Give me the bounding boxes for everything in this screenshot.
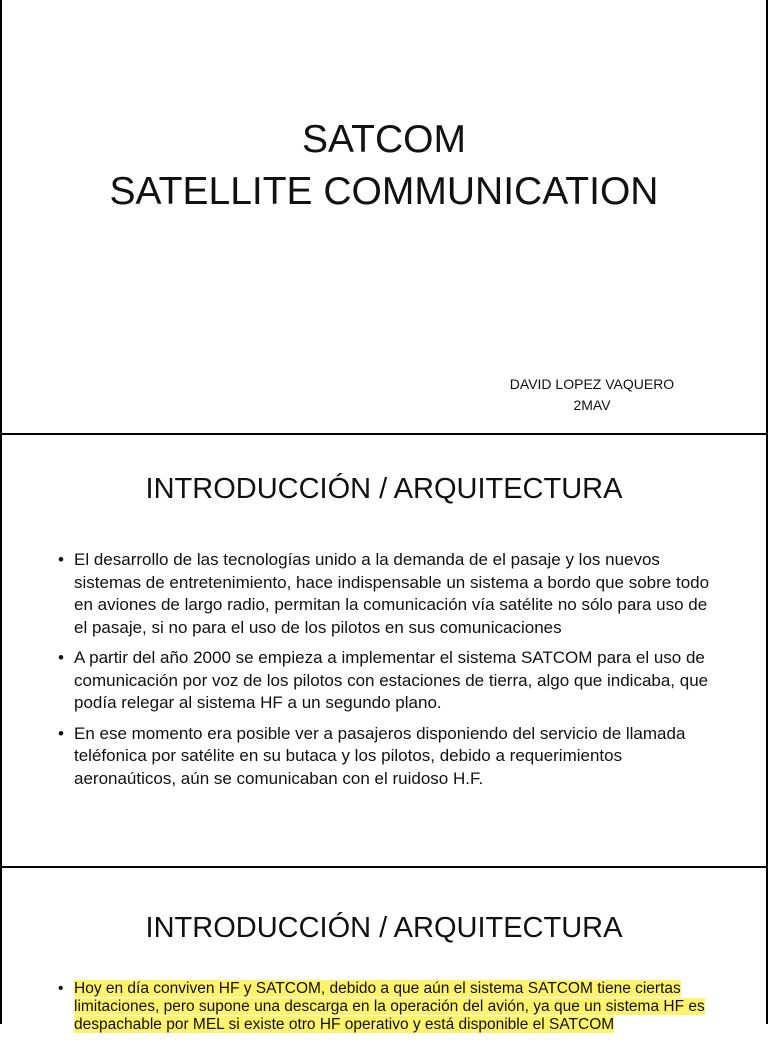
slide-title bbox=[0, 0, 768, 433]
list-item bbox=[58, 647, 718, 715]
list-item bbox=[58, 723, 718, 791]
slide-introduction-continued bbox=[0, 868, 768, 1033]
list-item bbox=[58, 549, 718, 639]
title-line-2: SATELLITE COMMUNICATION bbox=[109, 170, 659, 213]
list-item bbox=[58, 980, 718, 1034]
author-name: DAVID LOPEZ VAQUERO bbox=[509, 376, 675, 392]
bullet-icon: • bbox=[58, 723, 64, 743]
bullet-text: A partir del año 2000 se empieza a implementar el sistema SATCOM para el uso de comunicación por voz de los pilotos con estaciones de tierra, algo que indicaba, que podía relegar al sistema HF a un segundo plano. bbox=[74, 648, 709, 712]
bullet-text: El desarrollo de las tecnologías unido a la demanda de el pasaje y los nuevos sistemas de entretenimiento, hace indispensable un sistema a bordo que sobre todo en aviones de largo radio, permitan la comunicación vía satélite no sólo para uso de el pasaje, si no para el uso de los pilotos en sus comunicaciones bbox=[74, 550, 710, 637]
bullet-text: En ese momento era posible ver a pasajeros disponiendo del servicio de llamada teléfonica por satélite en su butaca y los pilotos, debido a requerimientos aeronaúticos, aún se comunicaban con el ruidoso H.F. bbox=[74, 723, 686, 788]
slide-heading: INTRODUCCIÓN / ARQUITECTURA bbox=[145, 473, 623, 505]
presentation-title bbox=[2, 114, 766, 218]
bullet-icon: • bbox=[58, 648, 64, 667]
highlighted-bullet-text: Hoy en día conviven HF y SATCOM, debido a que aún el sistema SATCOM tiene ciertas limitaciones, pero supone una descarga en la operación del avión, ya que un sistema HF es despachable por MEL si existe otro HF operativo y está disponible el SATCOM bbox=[74, 980, 705, 1033]
bullet-icon: • bbox=[58, 980, 64, 997]
slide-introduction bbox=[0, 435, 768, 866]
bullet-list bbox=[58, 980, 718, 1042]
author-group: 2MAV bbox=[573, 397, 611, 413]
title-line-1: SATCOM bbox=[302, 118, 466, 161]
slide-heading: INTRODUCCIÓN / ARQUITECTURA bbox=[145, 912, 623, 944]
bullet-list bbox=[58, 549, 718, 798]
bullet-icon: • bbox=[58, 550, 64, 569]
author-block bbox=[492, 374, 692, 416]
